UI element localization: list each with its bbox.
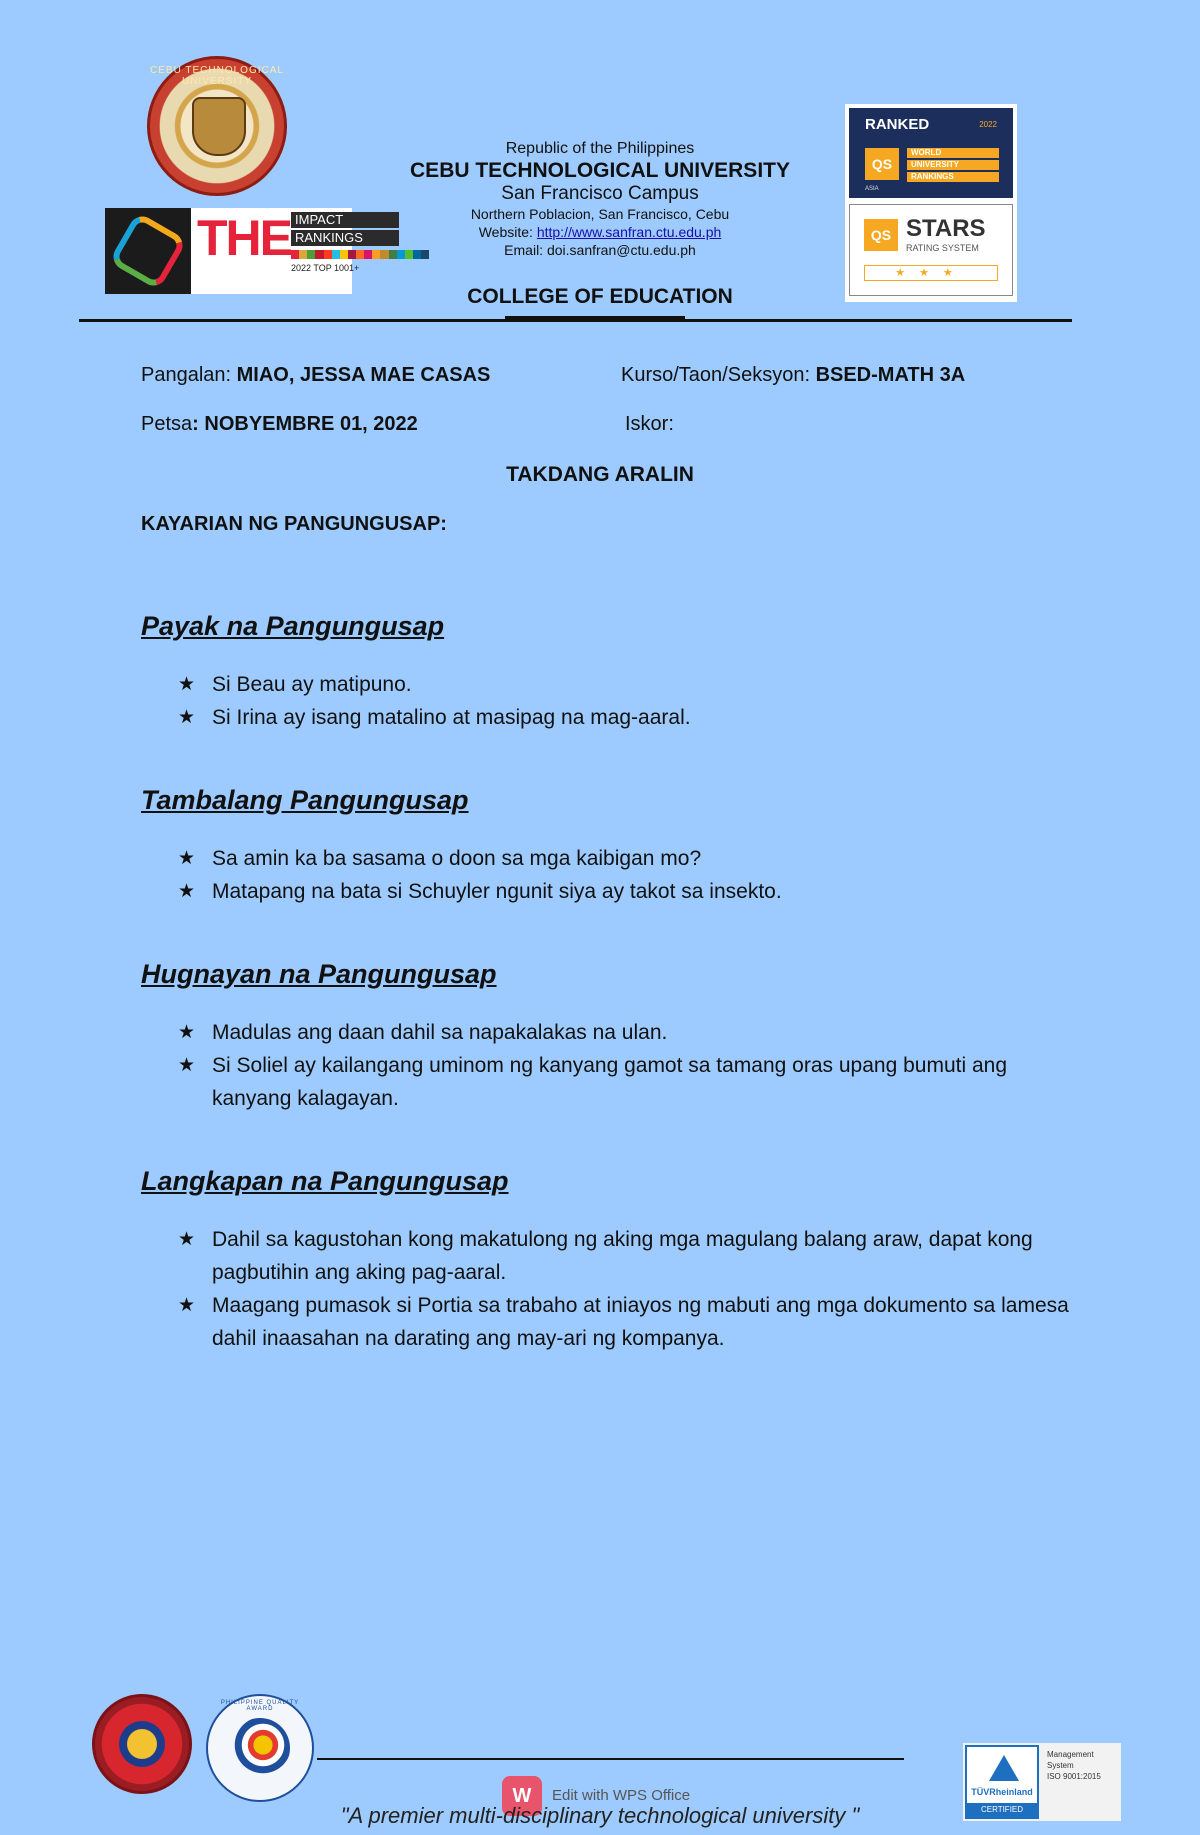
star-bullet-icon: ★: [178, 1295, 196, 1316]
qs-rankings-badge: [845, 104, 1017, 302]
star-bullet-icon: ★: [178, 1022, 196, 1043]
date-value: : NOBYEMBRE 01, 2022: [192, 413, 418, 435]
list-item: [178, 1016, 1078, 1049]
course-value: BSED-MATH 3A: [815, 364, 966, 386]
list-item: [178, 668, 1078, 701]
list-item-text: Matapang na bata si Schuyler ngunit siya ay takot sa insekto.: [212, 880, 782, 903]
assignment-subtitle: KAYARIAN NG PANGUNGUSAP:: [141, 513, 447, 535]
qs-ranked-panel: [849, 108, 1013, 198]
seal-text: CEBU TECHNOLOGICAL UNIVERSITY: [150, 65, 284, 87]
star-bullet-icon: ★: [178, 707, 196, 728]
name-label: Pangalan:: [141, 364, 237, 386]
qs-logo-icon: QS: [865, 148, 899, 180]
email-line: Email: doi.sanfran@ctu.edu.ph: [504, 242, 696, 258]
the-label-rankings: RANKINGS: [291, 230, 399, 246]
list-item-text: Si Irina ay isang matalino at masipag na mag-aaral.: [212, 706, 691, 729]
course-field: [621, 364, 965, 387]
list-item: [178, 1049, 1078, 1115]
list-item: [178, 842, 1078, 875]
tuv-certified-label: CERTIFIED: [967, 1803, 1037, 1817]
name-value: MIAO, JESSA MAE CASAS: [236, 364, 491, 386]
qs-rating-system: RATING SYSTEM: [906, 243, 979, 253]
qs-bar-world: WORLD: [907, 148, 999, 158]
philippine-quality-award-logo: [206, 1694, 314, 1802]
section-list-tambalan: [178, 842, 1078, 908]
footer-divider: [317, 1758, 904, 1760]
letterhead: [340, 140, 860, 259]
republic-line: Republic of the Philippines: [505, 140, 695, 157]
section-list-langkapan: [178, 1223, 1078, 1355]
section-heading-langkapan: Langkapan na Pangungusap: [141, 1166, 509, 1196]
wps-office-icon[interactable]: W: [502, 1776, 542, 1816]
campus-name: San Francisco Campus: [501, 183, 699, 204]
qs-stars-title: STARS: [906, 215, 986, 242]
list-item-text: Sa amin ka ba sasama o doon sa mga kaibigan mo?: [212, 847, 702, 870]
edit-with-wps-link[interactable]: Edit with WPS Office: [552, 1787, 691, 1804]
star-bullet-icon: ★: [178, 881, 196, 902]
star-bullet-icon: ★: [178, 1229, 196, 1250]
address-line: Northern Poblacion, San Francisco, Cebu: [470, 206, 730, 222]
sdg-wheel-icon: [105, 208, 191, 294]
star-bullet-icon: ★: [178, 848, 196, 869]
university-seal-logo: [147, 56, 287, 196]
asean-logo: [92, 1694, 192, 1794]
university-name: CEBU TECHNOLOGICAL UNIVERSITY: [410, 159, 790, 182]
star-bullet-icon: ★: [178, 1055, 196, 1076]
tuv-line-3: ISO 9001:2015: [1047, 1772, 1101, 1781]
list-item-text: Madulas ang daan dahil sa napakalakas na ulan.: [212, 1021, 668, 1044]
section-list-payak: [178, 668, 1078, 734]
qs-stars-panel: [849, 204, 1013, 296]
assignment-title: TAKDANG ARALIN: [506, 463, 694, 486]
the-impact-rankings-badge: [105, 208, 363, 294]
qs-asia-label: ASIA: [865, 186, 879, 192]
qs-logo-icon-2: QS: [864, 219, 898, 251]
name-field: [141, 364, 490, 387]
qs-star-rating: ★★★: [864, 265, 998, 281]
college-name: COLLEGE OF EDUCATION: [467, 285, 733, 308]
star-bullet-icon: ★: [178, 674, 196, 695]
the-subtitle: 2022 TOP 1001+: [291, 263, 360, 273]
seal-emblem-icon: [192, 97, 246, 156]
section-heading-hugnayan: Hugnayan na Pangungusap: [141, 959, 497, 989]
pqa-emblem-icon: [230, 1718, 290, 1778]
qs-bar-rankings: RANKINGS: [907, 172, 999, 182]
header-divider-accent: [505, 316, 685, 319]
header-divider: [79, 319, 1072, 322]
tuv-name: TÜVRheinland: [971, 1787, 1033, 1797]
list-item-text: Dahil sa kagustohan kong makatulong ng aking mga magulang balang araw, dapat kong pagbutihin ang aking pag-aaral.: [212, 1228, 1033, 1284]
pqa-text: PHILIPPINE QUALITY AWARD: [220, 1700, 300, 1712]
the-mark: THE: [197, 210, 291, 266]
date-field: [141, 413, 418, 436]
qs-bar-university: UNIVERSITY: [907, 160, 999, 170]
score-field: Iskor:: [625, 413, 674, 435]
qs-year: 2022: [979, 120, 997, 129]
course-label: Kurso/Taon/Seksyon:: [621, 364, 816, 386]
tuv-line-2: System: [1047, 1761, 1074, 1770]
section-heading-tambalan: Tambalang Pangungusap: [141, 785, 469, 815]
list-item-text: Maagang pumasok si Portia sa trabaho at iniayos ng mabuti ang mga dokumento sa lamesa dahil inaasahan na darating ang may-ari ng kompanya.: [212, 1294, 1069, 1350]
qs-ranked-label: RANKED: [865, 116, 930, 133]
the-label-impact: IMPACT: [291, 212, 399, 228]
list-item: [178, 701, 1078, 734]
website-line: [340, 223, 860, 241]
section-list-hugnayan: [178, 1016, 1078, 1115]
list-item-text: Si Soliel ay kailangang uminom ng kanyang gamot sa tamang oras upang bumuti ang kanyang kalagayan.: [212, 1054, 1007, 1110]
list-item: [178, 875, 1078, 908]
section-heading-payak: Payak na Pangungusap: [141, 611, 445, 641]
list-item-text: Si Beau ay matipuno.: [212, 673, 412, 696]
tuv-line-1: Management: [1047, 1750, 1094, 1759]
date-label: Petsa: [141, 413, 193, 435]
list-item: [178, 1289, 1078, 1355]
website-label: Website:: [478, 224, 537, 240]
university-motto: "A premier multi-disciplinary technological university ": [340, 1803, 860, 1828]
website-link[interactable]: http://www.sanfran.ctu.edu.ph: [536, 224, 722, 240]
list-item: [178, 1223, 1078, 1289]
tuv-details: [1047, 1749, 1101, 1782]
